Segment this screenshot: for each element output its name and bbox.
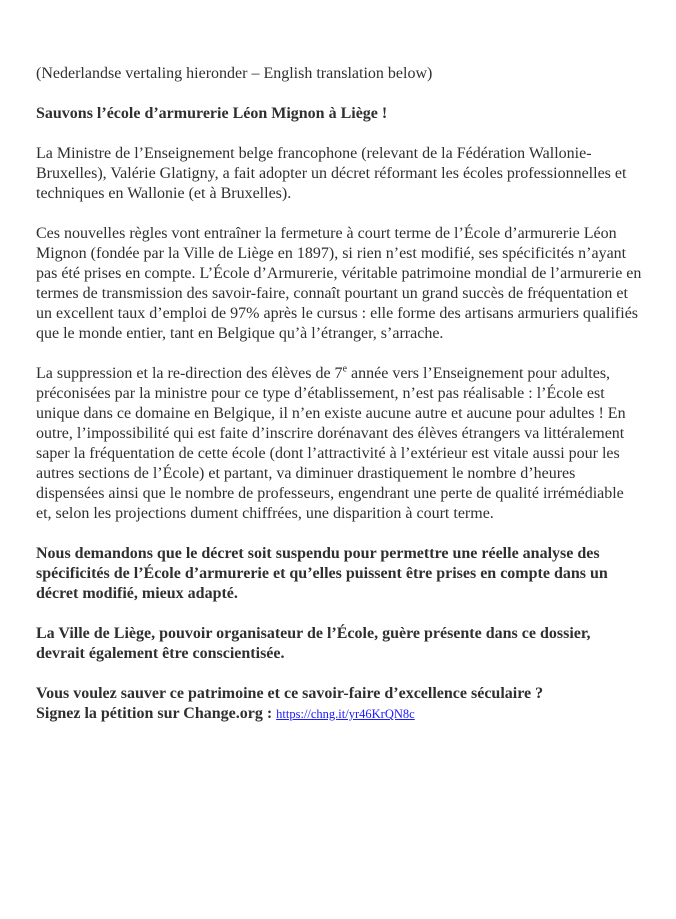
- document-title: Sauvons l’école d’armurerie Léon Mignon à Liège !: [36, 105, 388, 122]
- paragraph-3-part-2: année vers l’Enseignement pour adultes, préconisées par la ministre pour ce type d’établissement, n’est pas réalisable : l’École est unique dans ce domaine en Belgique, il n’en existe aucune autre et aucune pour adultes ! En outre, l’impossibilité qui est faite d’inscrire dorénavant des élèves étrangers va littéralement saper la fréquentation de cette école (dont l’attractivité à l’extérieur est vitale aussi pour les autres sections de l’École) et partant, va diminuer drastiquement le nombre d’heures dispensées ainsi que le nombre de professeurs, engendrant une perte de qualité irrémédiable et, selon les projections dument chiffrées, une disparition à court terme.: [36, 365, 626, 522]
- paragraph-6-call-to-action: [36, 684, 642, 724]
- paragraph-4-demand: Nous demandons que le décret soit suspendu pour permettre une réelle analyse des spécificités de l’École d’armurerie et qu’elles puissent être prises en compte dans un décret modifié, mieux adapté.: [36, 545, 608, 602]
- paragraph-2: Ces nouvelles règles vont entraîner la fermeture à court terme de l’École d’armurerie Léon Mignon (fondée par la Ville de Liège en 1897), si rien n’est modifié, ses spécificités n’ayant pas été prises en compte. L’École d’Armurerie, véritable patrimoine mondial de l’armurerie en termes de transmission des savoir-faire, connaît pourtant un grand succès de fréquentation et un excellent taux d’emploi de 97% après le cursus : elle forme des artisans armuriers qualifiés que le monde entier, tant en Belgique qu’à l’étranger, s’arrache.: [36, 225, 642, 342]
- cta-line-1: Vous voulez sauver ce patrimoine et ce savoir-faire d’excellence séculaire ?: [36, 685, 544, 702]
- petition-link[interactable]: https://chng.it/yr46KrQN8c: [276, 707, 415, 721]
- paragraph-3: [36, 364, 642, 524]
- superscript-e: e: [342, 363, 348, 375]
- paragraph-5-city: La Ville de Liège, pouvoir organisateur de l’École, guère présente dans ce dossier, devrait également être conscientisée.: [36, 625, 591, 662]
- cta-line-2: Signez la pétition sur Change.org :: [36, 705, 277, 722]
- translation-note: (Nederlandse vertaling hieronder – English translation below): [36, 65, 433, 82]
- document-page: [36, 64, 642, 724]
- paragraph-3-part-1: La suppression et la re-direction des élèves de 7: [36, 365, 343, 382]
- paragraph-1: La Ministre de l’Enseignement belge francophone (relevant de la Fédération Wallonie-Bruxelles), Valérie Glatigny, a fait adopter un décret réformant les écoles professionnelles et techniques en Wallonie (et à Bruxelles).: [36, 145, 627, 202]
